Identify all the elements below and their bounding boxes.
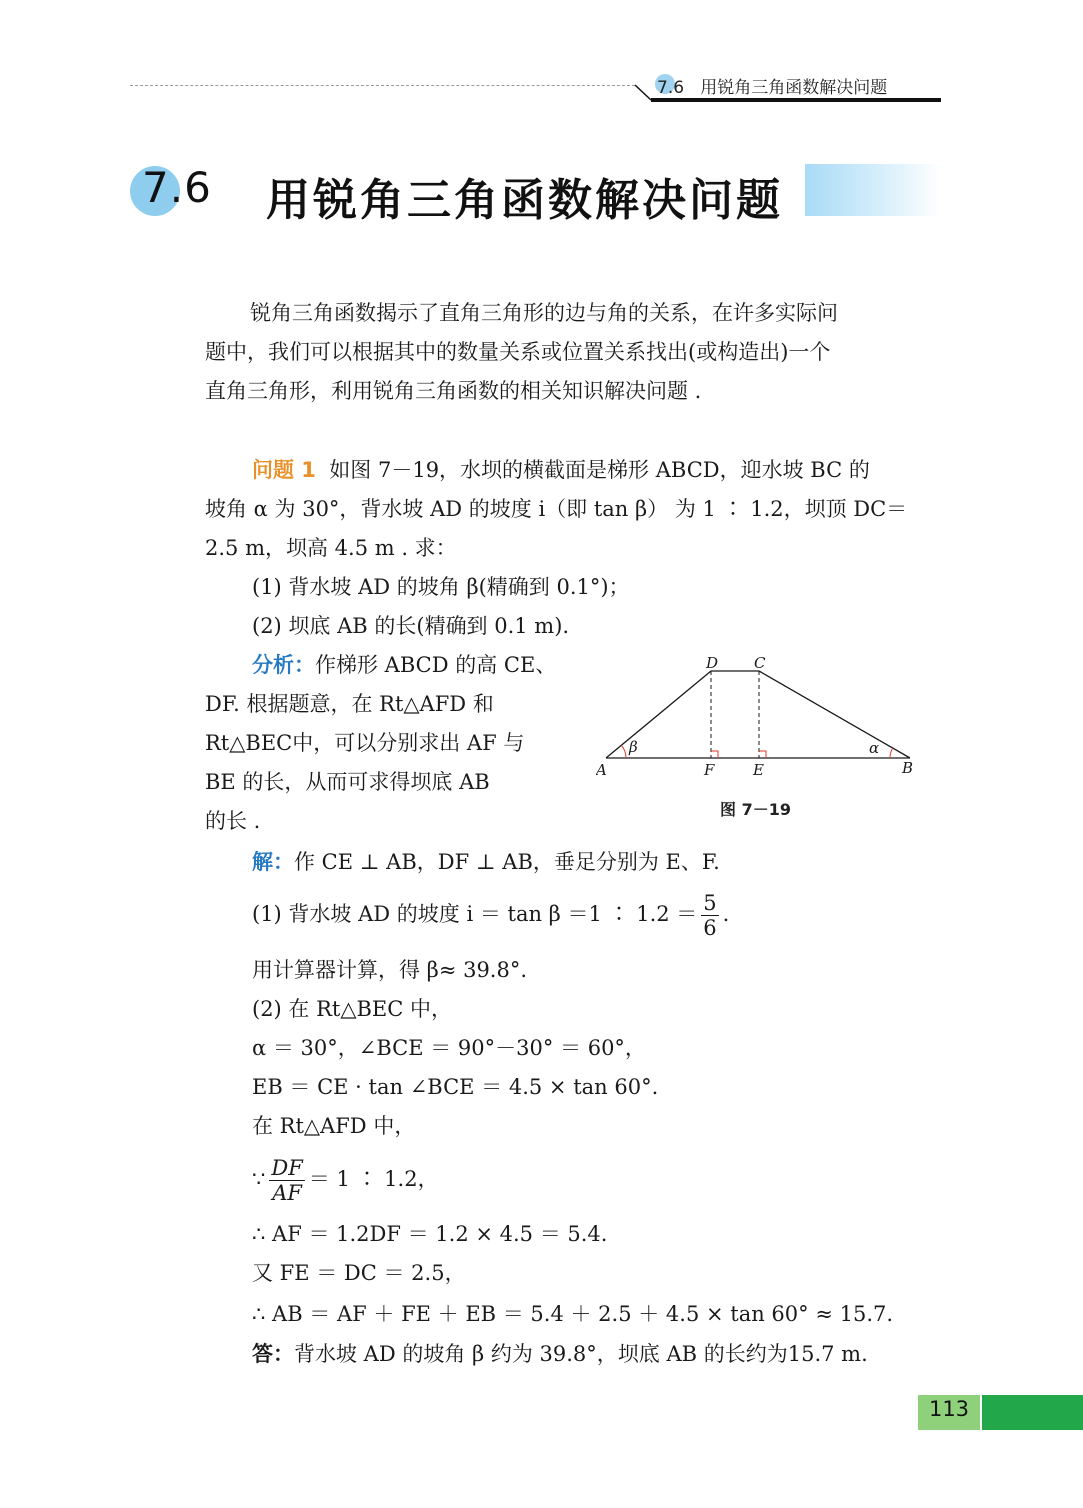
- header-rule-bar: [651, 98, 941, 102]
- analysis-line-5: 的长 .: [205, 809, 261, 833]
- label-e: E: [753, 761, 764, 779]
- label-alpha: α: [869, 739, 880, 757]
- solution-step-1: (1) 背水坡 AD 的坡度 i ＝ tan β ＝1 ∶ 1.2 ＝ $\frac{5}{6}$ .: [252, 891, 730, 940]
- right-angle-f: [711, 751, 718, 758]
- solution-step-3: (2) 在 Rt△BEC 中，: [252, 997, 453, 1021]
- figure-caption: 图 7－19: [720, 800, 791, 819]
- intro-line-1: 锐角三角函数揭示了直角三角形的边与角的关系，在许多实际问: [250, 301, 838, 325]
- solution-step-10: ∴ AB ＝ AF ＋ FE ＋ EB ＝ 5.4 ＋ 2.5 ＋ 4.5 × tan 60° ≈ 15.7.: [252, 1302, 894, 1326]
- fraction-df-af: $\frac{DF}{AF}$: [271, 1156, 303, 1205]
- header-dashed-rule: [130, 85, 635, 86]
- label-c: C: [754, 654, 766, 672]
- title-gradient-band: [805, 164, 941, 216]
- label-f: F: [704, 761, 715, 779]
- problem-question-2: (2) 坝底 AB 的长(精确到 0.1 m).: [252, 614, 570, 638]
- page-number: 113: [928, 1397, 970, 1421]
- section-title: 用锐角三角函数解决问题: [266, 175, 783, 226]
- problem-line-3: 2.5 m，坝高 4.5 m . 求：: [205, 536, 457, 560]
- fraction-5-6: $\frac{5}{6}$: [703, 891, 717, 940]
- solution-step-2: 用计算器计算，得 β≈ 39.8°.: [252, 958, 528, 982]
- solution-line-1: 解：作 CE ⊥ AB，DF ⊥ AB，垂足分别为 E、F.: [252, 850, 720, 874]
- label-b: B: [902, 759, 914, 777]
- solution-step-7: ∵ $\frac{DF}{AF}$ ＝ 1 ∶ 1.2，: [252, 1156, 439, 1205]
- solution-label: 解：: [252, 850, 294, 874]
- solution-step-4: α ＝ 30°，∠BCE ＝ 90°－30° ＝ 60°，: [252, 1036, 646, 1060]
- intro-line-3: 直角三角形，利用锐角三角函数的相关知识解决问题 .: [205, 379, 702, 403]
- running-header: 7.6 用锐角三角函数解决问题: [657, 78, 888, 98]
- angle-arc-beta: [621, 745, 626, 758]
- intro-line-2: 题中，我们可以根据其中的数量关系或位置关系找出(或构造出)一个: [205, 340, 831, 364]
- problem-line-1: 问题 1 如图 7－19，水坝的横截面是梯形 ABCD，迎水坡 BC 的: [252, 458, 870, 482]
- section-number: 7.6: [142, 163, 212, 212]
- analysis-line-4: BE 的长，从而可求得坝底 AB: [205, 770, 490, 794]
- label-a: A: [596, 761, 607, 779]
- solution-step-9: 又 FE ＝ DC ＝ 2.5，: [252, 1261, 466, 1285]
- side-cb: [759, 671, 910, 758]
- answer-label: 答：: [252, 1342, 294, 1366]
- right-angle-e: [759, 751, 766, 758]
- header-rule-slant: [633, 84, 653, 102]
- solution-step-8: ∴ AF ＝ 1.2DF ＝ 1.2 × 4.5 ＝ 5.4.: [252, 1222, 608, 1246]
- problem-line-2: 坡角 α 为 30°，背水坡 AD 的坡度 i（即 tan β） 为 1 ∶ 1.2，坝顶 DC＝: [205, 497, 908, 521]
- answer-line: 答：背水坡 AD 的坡角 β 约为 39.8°，坝底 AB 的长约为15.7 m.: [252, 1342, 868, 1366]
- problem-label: 问题 1: [252, 458, 316, 482]
- label-beta: β: [629, 738, 638, 756]
- analysis-line-1: 分析：作梯形 ABCD 的高 CE、: [252, 653, 557, 677]
- problem-question-1: (1) 背水坡 AD 的坡角 β(精确到 0.1°)；: [252, 575, 630, 599]
- solution-step-5: EB ＝ CE · tan ∠BCE ＝ 4.5 × tan 60°.: [252, 1075, 659, 1099]
- analysis-line-2: DF. 根据题意，在 Rt△AFD 和: [205, 692, 494, 716]
- page-number-bar: [982, 1395, 1083, 1430]
- solution-step-6: 在 Rt△AFD 中，: [252, 1114, 416, 1138]
- trapezoid-figure: [596, 654, 922, 780]
- analysis-line-3: Rt△BEC中，可以分别求出 AF 与: [205, 731, 525, 755]
- angle-arc-alpha: [890, 748, 893, 758]
- side-ad: [606, 671, 711, 758]
- analysis-label: 分析：: [252, 653, 315, 677]
- label-d: D: [706, 654, 719, 672]
